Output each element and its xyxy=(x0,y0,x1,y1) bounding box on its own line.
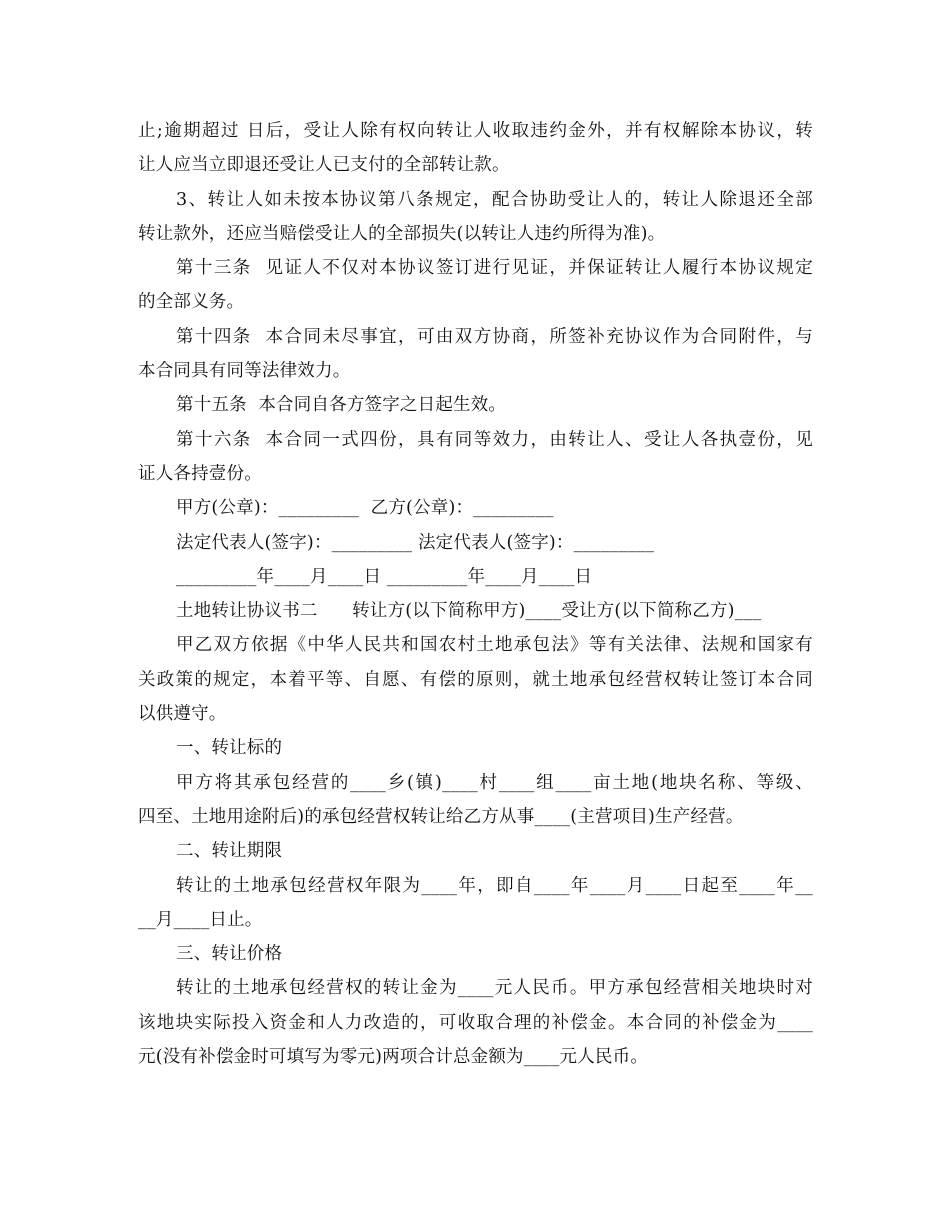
text-line: 四至、土地用途附后)的承包经营权转让给乙方从事____(主营项目)生产经营。 xyxy=(138,806,744,827)
text-line: 该地块实际投入资金和人力改造的，可收取合理的补偿金。本合同的补偿金为____ xyxy=(138,1012,813,1033)
text-line: 第十四条 本合同未尽事宜，可由双方协商，所签补充协议作为合同附件，与 xyxy=(176,326,813,347)
text-line: 甲乙双方依据《中华人民共和国农村土地承包法》等有关法律、法规和国家有 xyxy=(176,635,813,656)
text-line: 甲方(公章)：_________ 乙方(公章)：_________ xyxy=(176,498,554,519)
text-line: 让人应当立即退还受让人已支付的全部转让款。 xyxy=(138,155,510,176)
text-line: 第十三条 见证人不仅对本协议签订进行见证，并保证转让人履行本协议规定 xyxy=(176,258,813,279)
text-line: 转让的土地承包经营权年限为____年，即自____年____月____日起至____年__ xyxy=(176,875,813,896)
text-line: 证人各持壹份。 xyxy=(138,463,262,484)
text-line: 二、转让期限 xyxy=(176,841,283,862)
text-line: 甲方将其承包经营的____乡(镇)____村____组____亩土地(地块名称、等级、 xyxy=(176,772,813,793)
text-line: 第十五条 本合同自各方签字之日起生效。 xyxy=(176,395,507,416)
text-line: 元(没有补偿金时可填写为零元)两项合计总金额为____元人民币。 xyxy=(138,1047,649,1068)
text-line: 3、转让人如未按本协议第八条规定，配合协助受让人的，转让人除退还全部 xyxy=(176,189,813,210)
text-line: 关政策的规定，本着平等、自愿、有偿的原则，就土地承包经营权转让签订本合同 xyxy=(138,669,813,690)
text-line: 本合同具有同等法律效力。 xyxy=(138,361,351,382)
text-line: 以供遵守。 xyxy=(138,704,227,725)
text-line: 法定代表人(签字)：_________ 法定代表人(签字)：_________ xyxy=(176,532,655,553)
text-line: __月____日止。 xyxy=(138,909,263,930)
text-line: 止;逾期超过 日后，受让人除有权向转让人收取违约金外，并有权解除本协议，转 xyxy=(138,121,813,141)
text-line: 一、转让标的 xyxy=(176,738,283,759)
text-line: 第十六条 本合同一式四份，具有同等效力，由转让人、受让人各执壹份，见 xyxy=(176,429,813,450)
text-line: _________年____月____日 _________年____月____日 xyxy=(176,566,593,587)
text-line: 三、转让价格 xyxy=(176,944,283,965)
text-line: 土地转让协议书二 转让方(以下简称甲方)____受让方(以下简称乙方)___ xyxy=(176,601,762,622)
document-body xyxy=(138,114,813,1074)
text-line: 转让款外，还应当赔偿受让人的全部损失(以转让人违约所得为准)。 xyxy=(138,223,666,244)
text-line: 转让的土地承包经营权的转让金为____元人民币。甲方承包经营相关地块时对 xyxy=(176,978,813,999)
text-line: 的全部义务。 xyxy=(138,292,245,313)
